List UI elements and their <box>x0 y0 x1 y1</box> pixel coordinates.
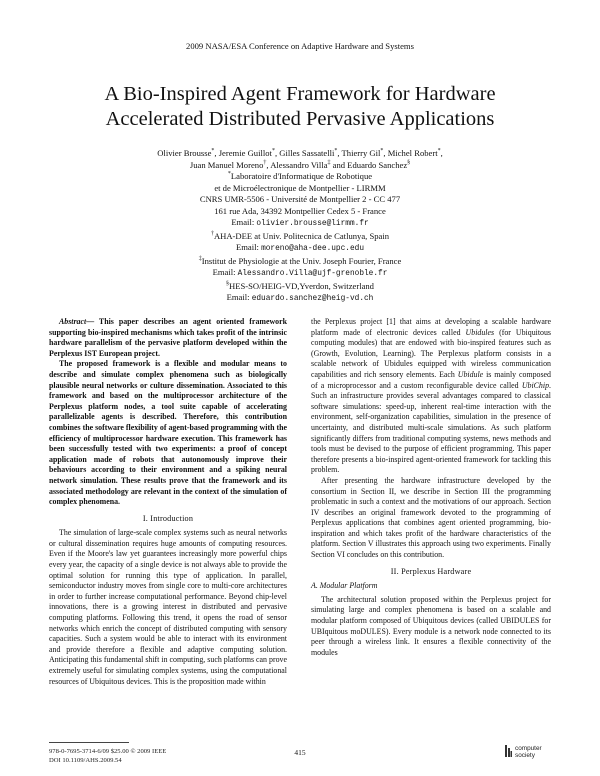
left-column <box>49 317 287 687</box>
computer-society-logo-icon <box>505 745 512 757</box>
email-label: Email: <box>231 217 255 227</box>
text-run: (for Ubiquitous computing modules) that are endowed with bio-inspired features such as (Growth, Evolution, Learning). The Perplexus platform consists in a scalable network of Ubidules equipped with wireless communication capabilities and rich sensory elements. Each <box>311 327 551 379</box>
right-paragraph-3: The architectural solution proposed within the Perplexus project for simulating large and complex phenomena is based on a scalable and modular platform composed of Ubiquitous devices (called UBIDULES for UBIquitous moDULES). Every module is a network node connected to its peer through a wireless link. It ensures a flexible connectivity of the modules <box>311 594 551 657</box>
abstract <box>49 317 287 359</box>
abstract-paragraph-2: The proposed framework is a flexible and modular means to describe and simulate complex phenomena such as biologically plausible neural networks or culture dissemination. Associated to this framework and based on the multiprocessor architecture of the Perplexus platform nodes, a tool suite capable of accelerating parallelizable agents is described. Therefore, this contribution combines the software flexibility of agent-based programming with the efficiency of multiprocessor hardware execution. This framework has been successfully tested with two experiments: a proof of concept application made of robots that autonomously improve their behaviours according to their environment and a spiking neural network simulation. These results prove that the framework and its associated methodology are relevant in the context of the simulation of complex phenomena. <box>49 359 287 507</box>
term-ubidule: Ubidule <box>457 369 484 379</box>
title-line-2: Accelerated Distributed Pervasive Applications <box>105 108 495 130</box>
comma: , <box>440 148 443 158</box>
author-sassatelli: , Gilles Sassatelli <box>274 148 335 158</box>
text-run: . Such an infrastructure provides several advantages compared to classical software simulations: speed-up, inherent real-time interaction with the environment, self-organization capabilities, simulation in the presence of uncertainty, and distributed multi-scale simulations. As such platform significantly differs from traditional computing systems, news methods and tools must be devised to the purpose of efficient programming. This paper therefore presents a bio-inspired agent-oriented framework for tackling this problem. <box>311 380 551 475</box>
email-link[interactable]: Alessandro.Villa@ujf-grenoble.fr <box>237 270 388 278</box>
text-run: is mainly composed of a microprocessor and a custom reconfigurable device called <box>311 369 551 390</box>
affil4 <box>80 281 520 293</box>
email-link[interactable]: olivier.brousse@lirmm.fr <box>256 220 369 228</box>
author-moreno: Juan Manuel Moreno <box>189 159 264 170</box>
isbn-line: 978-0-7695-3714-6/09 $25.00 © 2009 IEEE <box>49 748 167 755</box>
author-guillot: , Jeremie Guillot <box>214 148 272 158</box>
author-gil: , Thierry Gil <box>337 148 381 158</box>
email-row-1 <box>80 217 520 231</box>
sup-star: * <box>271 148 275 155</box>
sup-section: § <box>226 280 230 287</box>
affil-text: Laboratoire d'Informatique de Robotique <box>230 171 373 181</box>
author-robert: , Michel Robert <box>383 148 438 158</box>
page-number: 415 <box>294 748 306 757</box>
sup-dagger: † <box>210 230 214 237</box>
affil1-line4: 161 rue Ada, 34392 Montpellier Cedex 5 - France <box>214 205 386 216</box>
sup-star: * <box>334 148 338 155</box>
email-row-3 <box>80 267 520 281</box>
doi-line: DOI 10.1109/AHS.2009.54 <box>49 756 122 764</box>
email-row-4 <box>80 292 520 306</box>
affil-text: Institut de Physiologie at the Univ. Joseph Fourier, France <box>201 255 402 266</box>
title-line-1: A Bio-Inspired Agent Framework for Hardware <box>104 83 496 105</box>
right-paragraph-1 <box>311 317 551 476</box>
authors-line-2 <box>80 160 520 172</box>
email-label: Email: <box>235 242 259 252</box>
abstract-text: — This paper describes an agent oriented framework supporting bio-inspired mechanisms which takes profit of the intrinsic hardware parallelism of the pervasive platform developed within the Perplexus IST European project. <box>49 317 287 358</box>
affil2 <box>80 231 520 243</box>
email-label: Email: <box>212 267 236 277</box>
intro-paragraph: The simulation of large-scale complex systems such as neural networks or cultural dissemination requires huge amounts of computing resources. Even if the Moore's law yet guarantees increasingly more powerful chips every year, the capacity of a single device is not always able to provide the optimal solution for running this type of application. In parallel, semiconductor industry moves from single core to multi-core architectures in order to further increase computational performance. Beyond chip-level innovations, there is a growing interest in distributed and pervasive computing platforms. Following this trend, it opens the road of sensor networks which enrich the concept of distributed computing with sensory capacities. Such a system would be able to interact with its environment and provide therefore a flexible and adaptive computing solution. Anticipating this fundamental shift in computing, such platforms can prove extremely useful for simulating complex systems, using the computational resources of Ubiquitous devices. This is the proposition made within <box>49 528 287 686</box>
logo-line-1: computer <box>515 745 542 752</box>
sup-ddagger: ‡ <box>198 255 202 262</box>
sup-section: § <box>407 159 411 166</box>
computer-society-logo <box>503 743 551 765</box>
sup-ddagger: ‡ <box>327 159 331 166</box>
author-brousse: Olivier Brousse <box>157 148 212 158</box>
author-block <box>80 148 520 306</box>
right-paragraph-2: After presenting the hardware infrastructure developed by the consortium in Section II, we describe in Section III the programming problematic in such a context and the motivations of our approach. Section IV describes an original framework devoted to the programming of Perplexus applications that combines agent oriented programming, bio-inspiration and which takes profit of the hardware characteristics of the platform. Section V illustrates this approach using two experiments. Finally Section VI concludes on this contribution. <box>311 475 551 560</box>
sup-star: * <box>211 148 215 155</box>
logo-line-2: society <box>515 751 535 759</box>
section-heading-introduction: I. Introduction <box>142 513 194 523</box>
affil1-line3: CNRS UMR-5506 - Université de Montpellier 2 - CC 477 <box>199 194 401 204</box>
footer-rule <box>49 742 129 743</box>
logo-text <box>515 746 542 760</box>
email-link[interactable]: moreno@aha-dee.upc.edu <box>261 245 364 253</box>
affil3 <box>80 256 520 268</box>
right-column <box>311 317 551 658</box>
paper-title <box>40 82 560 132</box>
author-villa: , Alessandro Villa <box>266 159 328 170</box>
text-run: the Perplexus project [1] that aims at developing a scalable hardware platform made of electronic devices called <box>311 317 551 337</box>
email-label: Email: <box>226 292 250 302</box>
sup-star: * <box>227 171 231 178</box>
term-ubichip: UbiChip <box>521 380 550 390</box>
conference-header: 2009 NASA/ESA Conference on Adaptive Hardware and Systems <box>186 41 414 51</box>
email-link[interactable]: eduardo.sanchez@heig-vd.ch <box>251 295 374 303</box>
affil1-line1 <box>80 171 520 183</box>
sup-dagger: † <box>263 159 267 166</box>
section-heading-hardware: II. Perplexus Hardware <box>390 566 472 576</box>
email-row-2 <box>80 242 520 256</box>
affil-text: AHA-DEE at Univ. Politecnica de Catlunya, Spain <box>213 230 390 241</box>
abstract-label: Abstract <box>59 317 87 326</box>
affil1-line2: et de Microélectronique de Montpellier - LIRMM <box>214 182 386 193</box>
author-sanchez: and Eduardo Sanchez <box>330 159 408 170</box>
subsection-heading-modular-platform: A. Modular Platform <box>311 581 378 591</box>
sup-star: * <box>380 148 384 155</box>
affil-text: HES-SO/HEIG-VD,Yverdon, Switzerland <box>229 280 374 291</box>
term-ubidules: Ubidules <box>465 327 495 337</box>
authors-line-1 <box>80 148 520 160</box>
sup-star: * <box>437 148 441 155</box>
